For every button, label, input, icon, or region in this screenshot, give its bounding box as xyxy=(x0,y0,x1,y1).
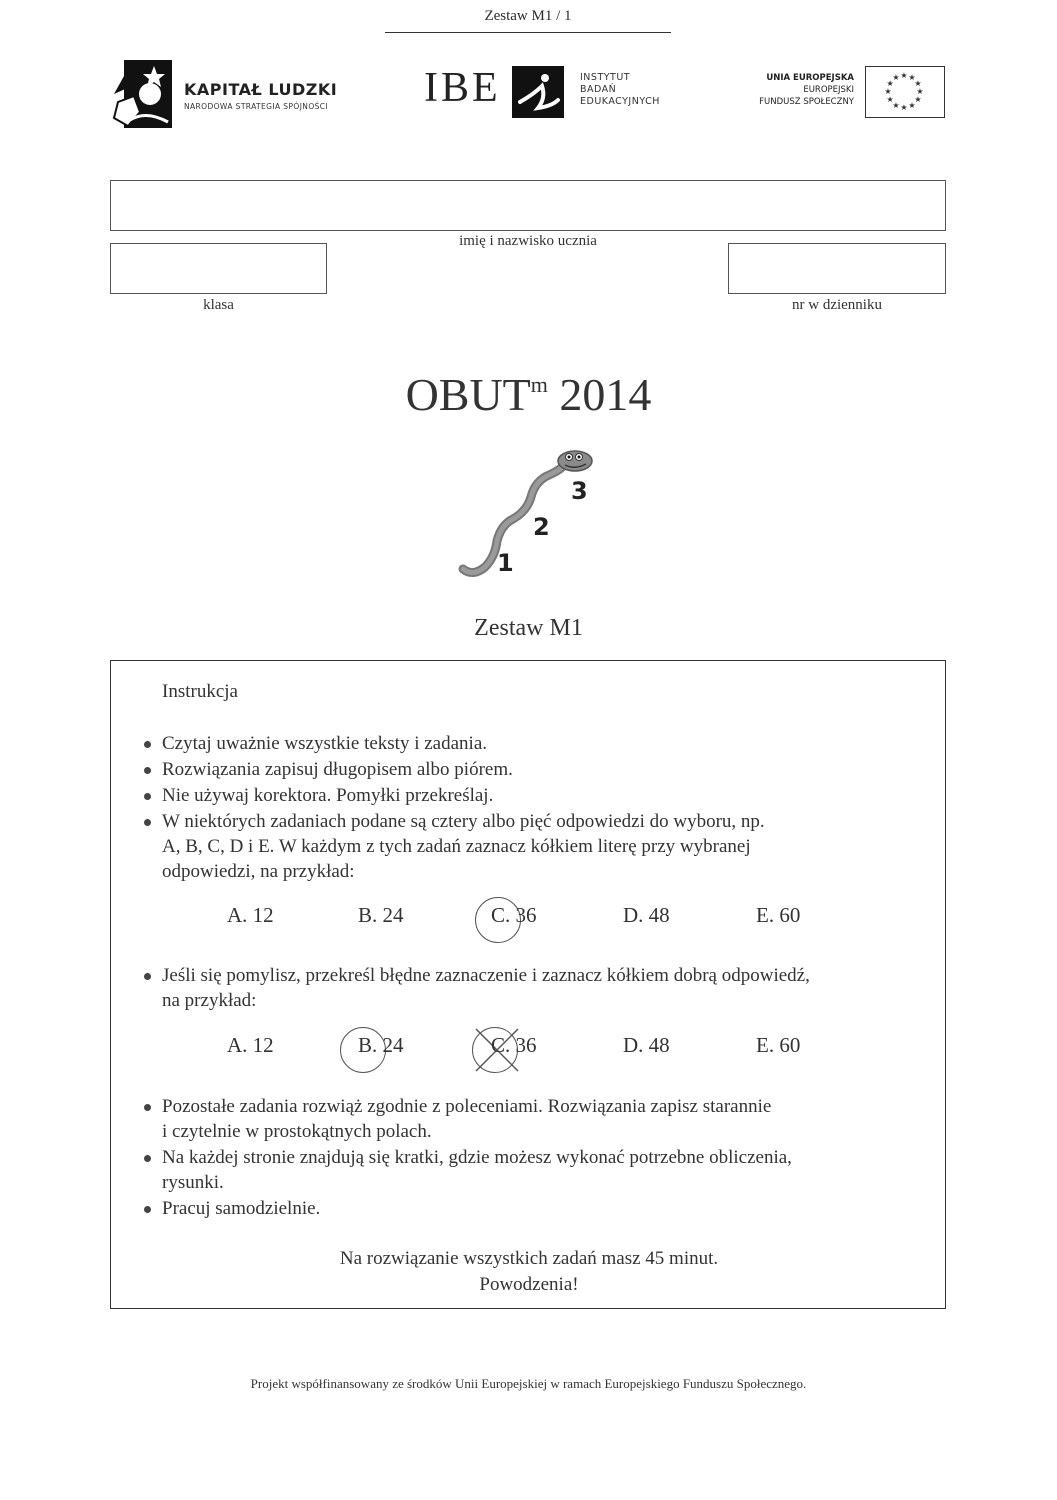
bullet-icon xyxy=(144,741,151,748)
instructions-box xyxy=(110,660,946,1309)
kapital-ludzki-subtitle: NARODOWA STRATEGIA SPÓJNOŚCI xyxy=(184,102,329,111)
class-label: klasa xyxy=(203,297,234,313)
set-name: Zestaw M1 xyxy=(474,615,583,641)
eu-flag-icon xyxy=(865,66,945,118)
step-number: 3 xyxy=(571,477,588,505)
eu-text xyxy=(728,72,854,108)
instruction-line: Na każdej stronie znajdują się kratki, gdzie możesz wykonać potrzebne obliczenia, xyxy=(162,1147,792,1168)
instruction-line: Rozwiązania zapisuj długopisem albo piórem. xyxy=(162,759,513,780)
student-name-label: imię i nazwisko ucznia xyxy=(459,233,597,249)
answer-option: A. 12 xyxy=(227,1033,274,1057)
instruction-line: rysunki. xyxy=(162,1172,224,1193)
eu-star-icon: ★ xyxy=(916,87,924,96)
snake-mascot xyxy=(455,445,605,585)
eu-logo xyxy=(728,66,946,120)
instruction-line: A, B, C, D i E. W każdym z tych zadań zaznacz kółkiem literę przy wybranej xyxy=(162,836,751,857)
answer-option: E. 60 xyxy=(756,1033,801,1057)
instruction-line: Pracuj samodzielnie. xyxy=(162,1198,321,1219)
eu-star-icon: ★ xyxy=(908,73,916,83)
ibe-line: BADAŃ xyxy=(580,84,617,95)
answer-option: B. 24 xyxy=(358,1033,404,1057)
snake-stairs-icon xyxy=(455,445,605,585)
kapital-ludzki-title: KAPITAŁ LUDZKI xyxy=(184,80,338,99)
title-year: 2014 xyxy=(559,369,652,420)
bullet-icon xyxy=(144,1206,151,1213)
ibe-full-name xyxy=(580,72,660,108)
kapital-ludzki-emblem-icon xyxy=(110,56,176,132)
instruction-line: W niektórych zadaniach podane są cztery albo pięć odpowiedzi do wyboru, np. xyxy=(162,811,765,832)
bullet-icon xyxy=(144,973,151,980)
eu-line: FUNDUSZ SPOŁECZNY xyxy=(759,97,854,107)
bullet-icon xyxy=(144,1104,151,1111)
answer-option: D. 48 xyxy=(623,903,670,927)
answer-option: D. 48 xyxy=(623,1033,670,1057)
eu-line: EUROPEJSKI xyxy=(803,85,854,95)
ibe-logo xyxy=(424,62,694,122)
instruction-line: Nie używaj korektora. Pomyłki przekreślaj. xyxy=(162,785,494,806)
eu-star-icon: ★ xyxy=(900,103,908,112)
eu-star-icon: ★ xyxy=(908,100,916,110)
instruction-line: Jeśli się pomylisz, przekreśl błędne zaznaczenie i zaznacz kółkiem dobrą odpowiedź, xyxy=(162,965,810,986)
bullet-icon xyxy=(144,793,151,800)
bullet-icon xyxy=(144,1155,151,1162)
bullet-icon xyxy=(144,767,151,774)
ibe-acronym: IBE xyxy=(424,65,501,111)
eu-star-icon: ★ xyxy=(900,71,908,80)
student-name-field[interactable] xyxy=(110,180,946,231)
instruction-line: i czytelnie w prostokątnych polach. xyxy=(162,1121,432,1142)
answer-option: C. 36 xyxy=(491,903,537,927)
eu-star-icon: ★ xyxy=(892,100,900,110)
answer-option: E. 60 xyxy=(756,903,801,927)
page-title xyxy=(0,368,1057,421)
answer-option: A. 12 xyxy=(227,903,274,927)
instruction-line: Pozostałe zadania rozwiąż zgodnie z poleceniami. Rozwiązania zapisz starannie xyxy=(162,1096,772,1117)
step-number: 1 xyxy=(497,549,514,577)
eu-star-icon: ★ xyxy=(914,79,922,88)
step-number: 2 xyxy=(533,513,550,541)
funding-footer: Projekt współfinansowany ze środków Unii Europejskiej w ramach Europejskiego Funduszu Społecznego. xyxy=(250,1376,807,1391)
answer-option: C. 36 xyxy=(491,1033,537,1057)
bullet-icon xyxy=(144,819,151,826)
kapital-ludzki-logo xyxy=(110,56,380,132)
journal-number-label: nr w dzienniku xyxy=(792,297,882,313)
eu-star-icon: ★ xyxy=(892,73,900,83)
good-luck-note: Powodzenia! xyxy=(479,1274,579,1295)
ibe-emblem-icon xyxy=(512,66,564,118)
eu-star-icon: ★ xyxy=(914,95,922,104)
eu-star-icon: ★ xyxy=(886,79,894,88)
title-main: OBUT xyxy=(405,369,531,420)
instruction-line: Czytaj uważnie wszystkie teksty i zadania. xyxy=(162,733,488,754)
instruction-line: na przykład: xyxy=(162,990,257,1011)
ibe-line: INSTYTUT xyxy=(580,72,631,83)
eu-star-icon: ★ xyxy=(884,87,892,96)
eu-line: UNIA EUROPEJSKA xyxy=(766,73,854,83)
journal-number-field[interactable] xyxy=(728,243,946,294)
time-note: Na rozwiązanie wszystkich zadań masz 45 minut. xyxy=(339,1248,719,1269)
instructions-heading: Instrukcja xyxy=(162,681,238,702)
eu-star-icon: ★ xyxy=(886,95,894,104)
class-field[interactable] xyxy=(110,243,327,294)
title-superscript: m xyxy=(530,372,548,397)
ibe-line: EDUKACYJNYCH xyxy=(580,96,660,107)
page-code: Zestaw M1 / 1 xyxy=(385,8,671,33)
answer-option: B. 24 xyxy=(358,903,404,927)
example-answer-row xyxy=(111,899,947,949)
instruction-line: odpowiedzi, na przykład: xyxy=(162,861,355,882)
example-correction-row xyxy=(111,1029,947,1079)
